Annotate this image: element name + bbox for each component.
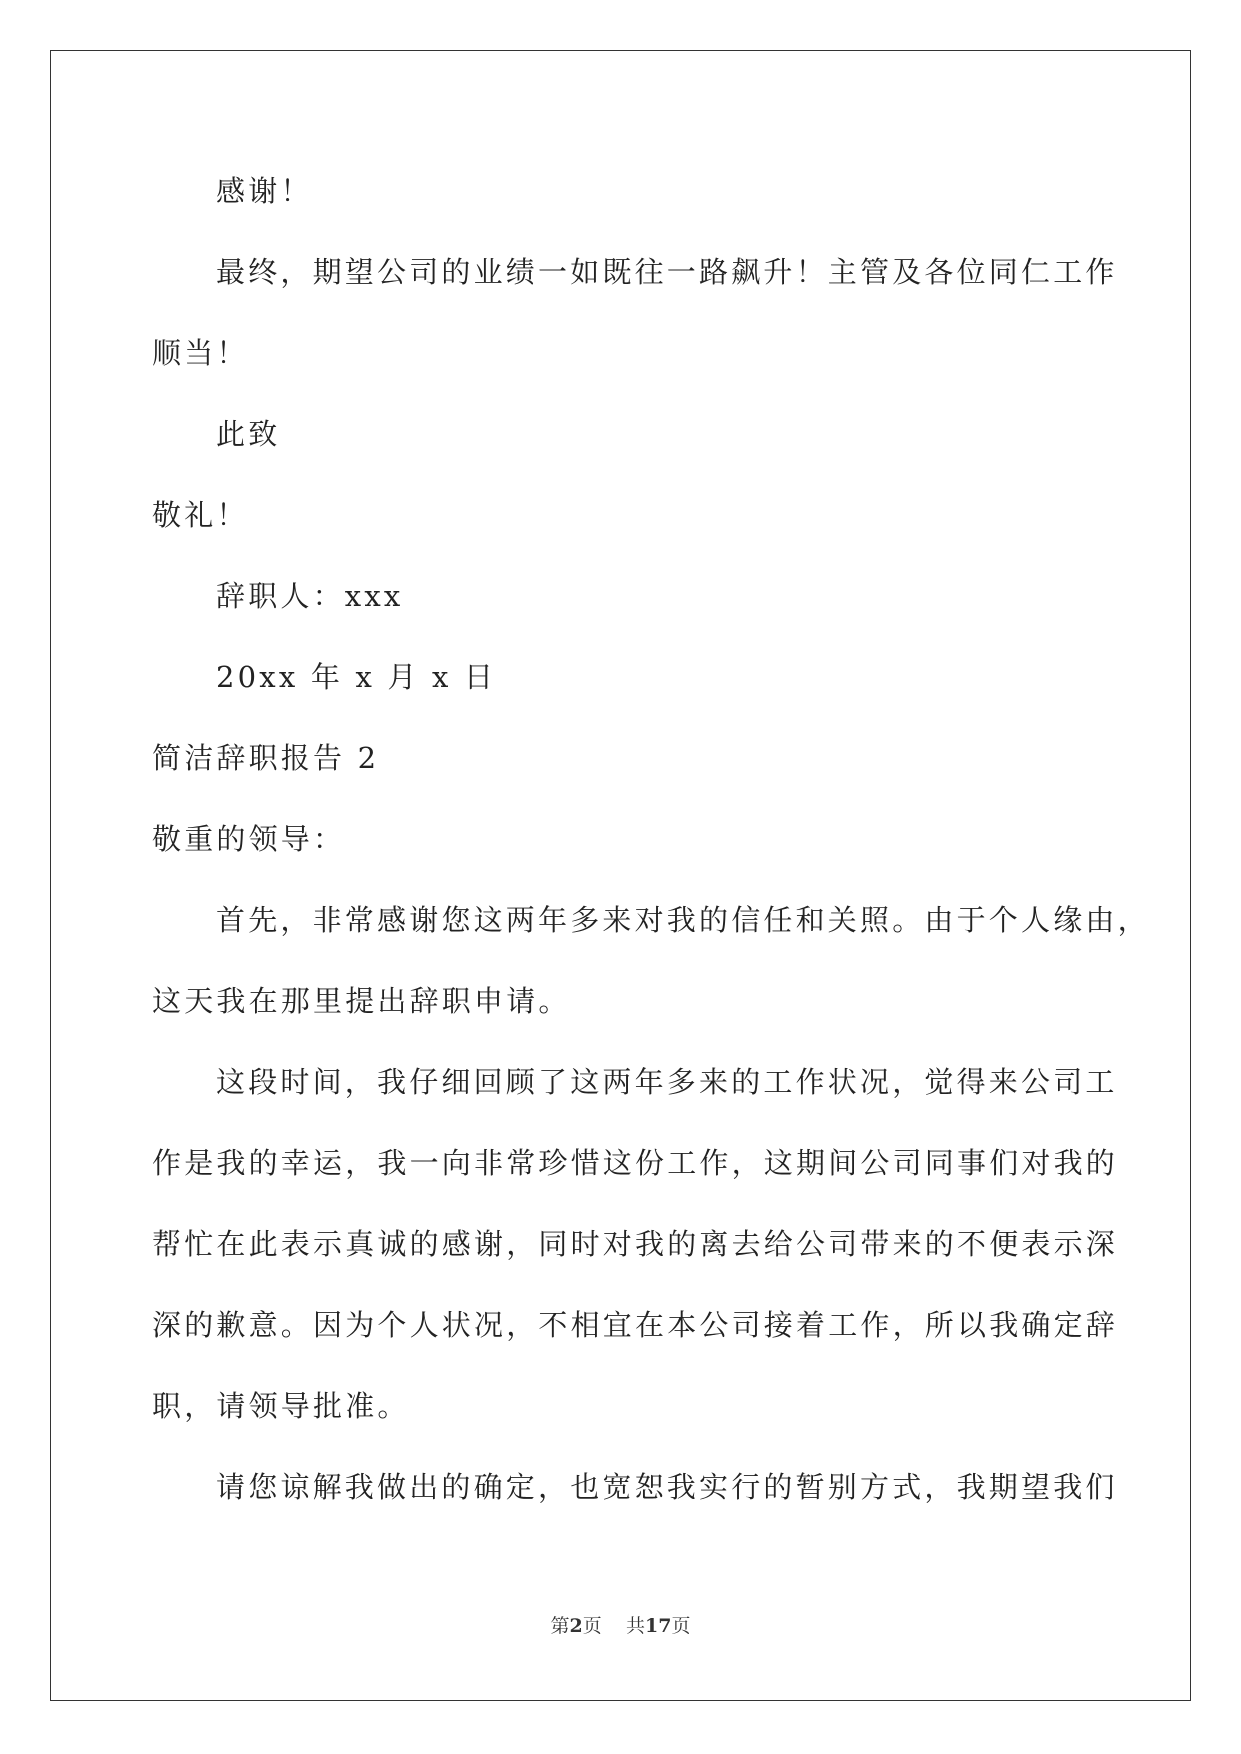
text-line: 最终，期望公司的业绩一如既往一路飙升！主管及各位同仁工作 [216,255,1118,289]
salutation: 敬重的领导： [152,822,346,856]
total-pages: 17 [644,1615,672,1637]
page-number: 2 [569,1615,583,1637]
text-line: 这天我在那里提出辞职申请。 [152,984,571,1018]
text-line: 请您谅解我做出的确定，也宽恕我实行的暂别方式，我期望我们 [216,1470,1118,1504]
section-title: 简洁辞职报告 2 [152,741,380,775]
text-line: 首先，非常感谢您这两年多来对我的信任和关照。由于个人缘由， [216,903,1150,937]
text-line: 深的歉意。因为个人状况，不相宜在本公司接着工作，所以我确定辞 [152,1308,1119,1342]
date-line: 20xx 年 x 月 x 日 [216,660,497,694]
page-footer [0,1614,1241,1638]
page-prefix: 第 [550,1615,570,1637]
signer-line: 辞职人：xxx [216,579,404,613]
text-line: 这段时间，我仔细回顾了这两年多来的工作状况，觉得来公司工 [216,1065,1118,1099]
text-line: 此致 [216,417,281,451]
text-line: 帮忙在此表示真诚的感谢，同时对我的离去给公司带来的不便表示深 [152,1227,1119,1261]
page-border [50,50,1191,1701]
page-unit: 页 [582,1615,602,1637]
text-line: 感谢！ [216,174,313,208]
text-line: 职，请领导批准。 [152,1389,410,1423]
total-unit: 页 [671,1615,691,1637]
total-prefix: 共 [625,1615,645,1637]
text-line: 顺当！ [152,336,249,370]
text-line: 作是我的幸运，我一向非常珍惜这份工作，这期间公司同事们对我的 [152,1146,1119,1180]
text-line: 敬礼！ [152,498,249,532]
